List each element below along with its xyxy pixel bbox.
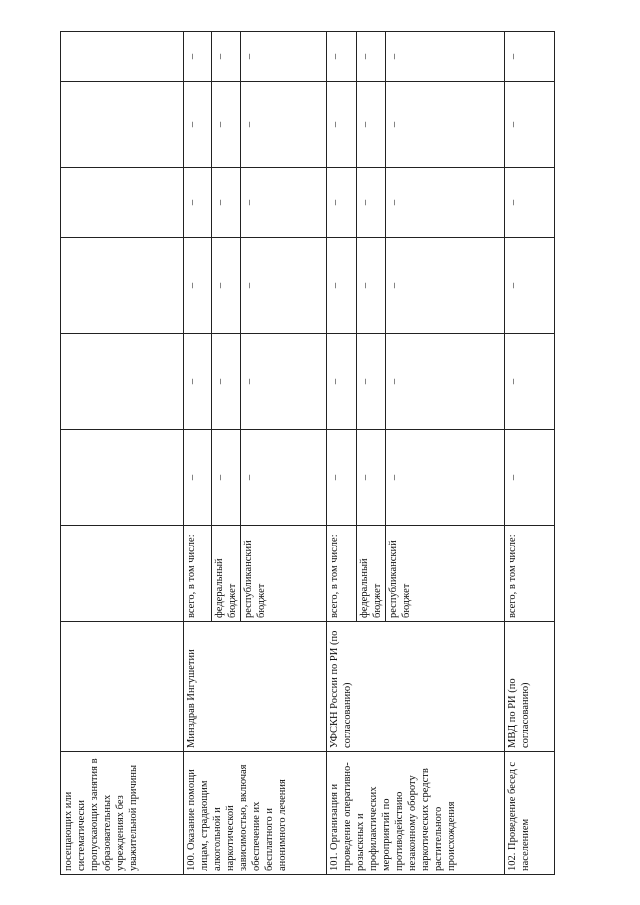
value-cell: – (241, 430, 327, 526)
value-cell: – (327, 238, 357, 334)
measure-name-cell: 102. Проведение бесед с населением (505, 752, 555, 875)
executor-cell: МВД по РИ (по согласованию) (505, 622, 555, 752)
value-cell: – (505, 334, 555, 430)
value-cell: – (505, 168, 555, 238)
measure-name-cell: 100. Оказание помощи лицам, страдающим алкогольной и наркотической зависимостью, включая обеспечение их бесплатного и анонимного лечения (184, 752, 327, 875)
source-cell: всего, в том числе: (327, 526, 357, 622)
source-cell: республиканский бюджет (386, 526, 505, 622)
value-cell (61, 430, 184, 526)
value-cell: – (184, 168, 212, 238)
value-cell: – (241, 238, 327, 334)
value-cell: – (241, 82, 327, 168)
value-cell: – (212, 168, 241, 238)
value-cell: – (184, 82, 212, 168)
executor-cell: УФСКН России по РИ (по согласованию) (327, 622, 505, 752)
value-cell: – (327, 430, 357, 526)
source-cell: всего, в том числе: (184, 526, 212, 622)
rotated-table-container (60, 32, 552, 875)
table-row (327, 32, 357, 875)
value-cell: – (327, 334, 357, 430)
value-cell (61, 32, 184, 82)
executor-cell: Минздрав Ингушетии (184, 622, 327, 752)
value-cell: – (386, 168, 505, 238)
value-cell: – (184, 32, 212, 82)
value-cell: – (357, 82, 386, 168)
value-cell: – (386, 334, 505, 430)
value-cell (61, 334, 184, 430)
value-cell: – (357, 334, 386, 430)
value-cell: – (505, 238, 555, 334)
value-cell: – (386, 82, 505, 168)
table-row (505, 32, 555, 875)
source-cell: республиканский бюджет (241, 526, 327, 622)
value-cell: – (212, 334, 241, 430)
value-cell: – (505, 82, 555, 168)
value-cell: – (357, 430, 386, 526)
value-cell: – (327, 32, 357, 82)
table-row (184, 32, 212, 875)
value-cell (61, 238, 184, 334)
executor-cell (61, 622, 184, 752)
program-measures-table (60, 31, 555, 875)
value-cell: – (241, 168, 327, 238)
measure-name-cell: 101. Организация и проведение оперативно-розыскных и профилактических мероприятий по противодействию незаконному обороту наркотических средств растительного происхождения (327, 752, 505, 875)
source-cell: всего, в том числе: (505, 526, 555, 622)
value-cell: – (212, 32, 241, 82)
value-cell: – (327, 168, 357, 238)
value-cell: – (505, 32, 555, 82)
table-row (61, 32, 184, 875)
value-cell: – (184, 334, 212, 430)
value-cell: – (241, 334, 327, 430)
value-cell: – (327, 82, 357, 168)
value-cell: – (386, 430, 505, 526)
source-cell: федеральный бюджет (357, 526, 386, 622)
value-cell: – (212, 82, 241, 168)
measure-name-cell: посещающих или систематически пропускающих занятия в образовательных учреждениях без уважительной причины (61, 752, 184, 875)
source-cell (61, 526, 184, 622)
value-cell: – (241, 32, 327, 82)
value-cell: – (357, 238, 386, 334)
value-cell: – (386, 32, 505, 82)
value-cell: – (212, 430, 241, 526)
value-cell (61, 82, 184, 168)
value-cell: – (184, 430, 212, 526)
value-cell: – (357, 168, 386, 238)
value-cell: – (184, 238, 212, 334)
value-cell: – (357, 32, 386, 82)
value-cell: – (505, 430, 555, 526)
value-cell (61, 168, 184, 238)
source-cell: федеральный бюджет (212, 526, 241, 622)
value-cell: – (386, 238, 505, 334)
value-cell: – (212, 238, 241, 334)
